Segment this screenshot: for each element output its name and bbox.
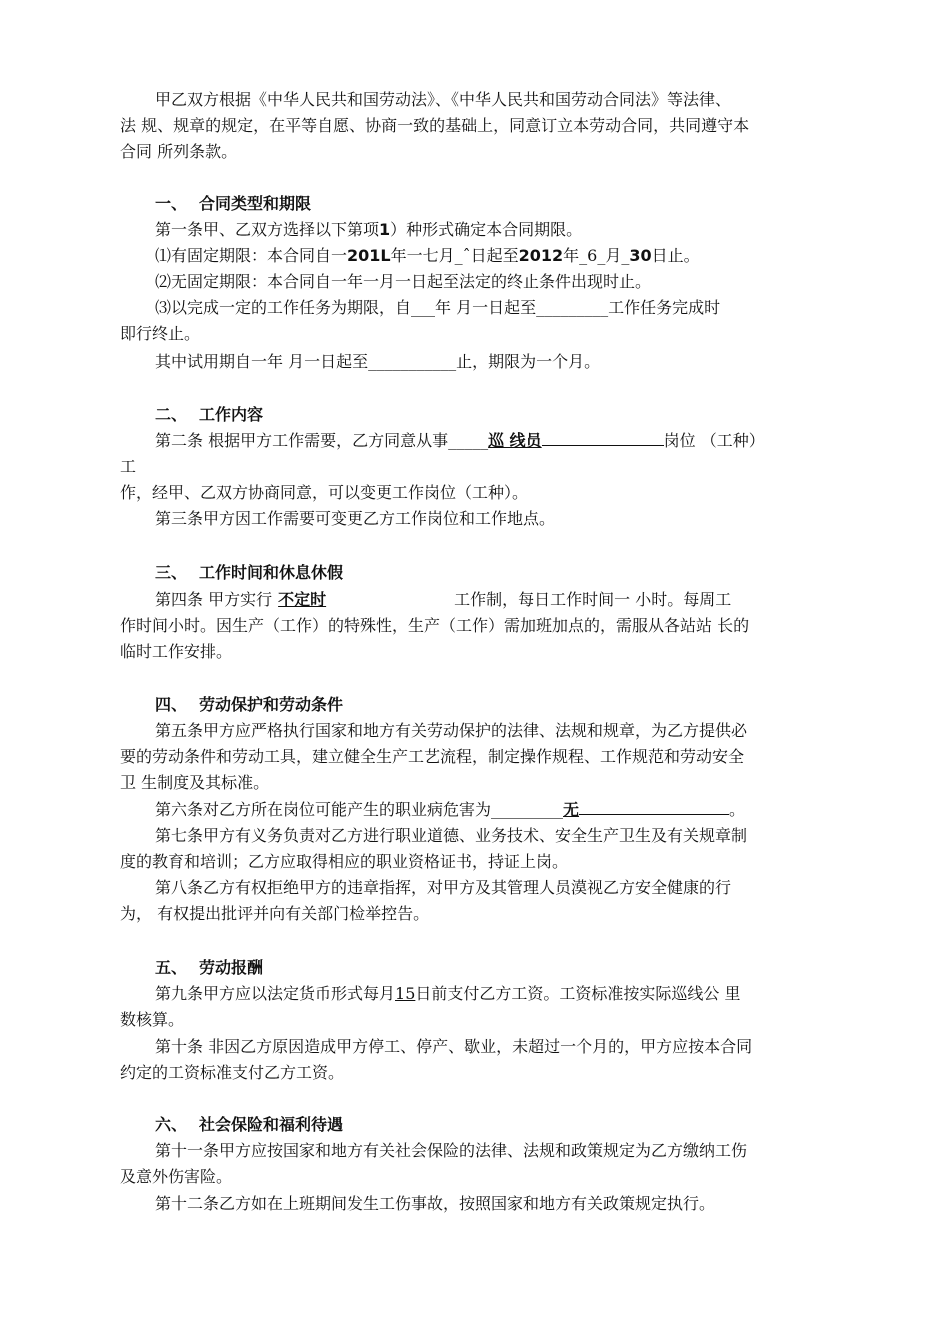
article-2-text: 第二条 根据甲方工作需要，乙方同意从事_____ [155,431,489,450]
article-6 [155,799,745,821]
article-1 [155,219,582,241]
section-title: 工作时间和休息休假 [199,563,344,582]
article-3: 第三条甲方因工作需要可变更乙方工作岗位和工作地点。 [155,509,556,528]
blank-line [542,430,664,446]
trial-period: 其中试用期自一年 月一日起至___________止，期限为一个月。 [155,352,601,371]
section-6-heading [155,1114,343,1136]
section-1-heading [155,193,311,215]
article-8: 第八条乙方有权拒绝甲方的违章指挥，对甲方及其管理人员漠视乙方安全健康的行 [155,878,732,897]
pay-day: 15 [395,984,416,1003]
article-7: 第七条甲方有义务负责对乙方进行职业道德、业务技术、安全生产卫生及有关规章制 [155,826,748,845]
intro-line-3: 合同 所列条款。 [120,142,238,161]
article-9-text: 第九条甲方应以法定货币形式每月 [155,984,396,1003]
article-11: 第十一条甲方应按国家和地方有关社会保险的法律、法规和政策规定为乙方缴纳工伤 [155,1141,748,1160]
intro-line-2: 法 规、规章的规定，在平等自愿、协商一致的基础上，同意订立本劳动合同，共同遵守本 [120,116,750,135]
section-title: 劳动报酬 [199,958,264,977]
end-month: 年_6_月_ [563,246,630,265]
section-number: 六、 [155,1115,188,1134]
article-4 [155,589,731,611]
end-year: 2012 [518,246,564,265]
section-number: 三、 [155,563,188,582]
end-day: 30 [629,246,652,265]
article-7-cont: 度的教育和培训；乙方应取得相应的职业资格证书，持证上岗。 [120,852,569,871]
section-title: 劳动保护和劳动条件 [199,695,344,714]
section-title: 合同类型和期限 [199,194,312,213]
option-number: 1 [379,220,391,239]
option-3-task-term: ⑶以完成一定的工作任务为期限，自___年 月一日起至_________工作任务完成时 [155,298,721,317]
article-9 [155,983,740,1005]
article-12: 第十二条乙方如在上班期间发生工伤事故，按照国家和地方有关政策规定执行。 [155,1194,716,1213]
article-6-text-end: 。 [729,800,746,819]
article-4-cont-2: 临时工作安排。 [120,642,233,661]
article-4-cont-1: 作时间小时。因生产（工作）的特殊性，生产（工作）需加班加点的，需服从各站站 长的 [120,616,750,635]
article-4-text: 第四条 甲方实行 [155,590,273,609]
work-hour-system: 不定时 [278,590,327,609]
article-5-cont-1: 要的劳动条件和劳动工具，建立健全生产工艺流程，制定操作规程、工作规范和劳动安全 [120,747,745,766]
option-1-text: ⑴有固定期限：本合同自一 [155,246,348,265]
option-3-task-term-cont: 即行终止。 [120,324,201,343]
article-2-cont-1: 工 [120,457,137,476]
option-1-fixed-term [155,245,700,267]
start-year: 201L [347,246,391,265]
section-5-heading [155,957,263,979]
option-2-open-term: ⑵无固定期限：本合同自一年一月一日起至法定的终止条件出现时止。 [155,272,652,291]
section-3-heading [155,562,343,584]
article-9-cont: 数核算。 [120,1010,185,1029]
article-5-cont-2: 卫 生制度及其标准。 [120,773,270,792]
article-2 [155,430,765,452]
section-4-heading [155,694,343,716]
section-title: 工作内容 [199,405,264,424]
option-1-text-mid: 年一七月_ˆ日起至 [390,246,519,265]
article-10: 第十条 非因乙方原因造成甲方停工、停产、歇业，未超过一个月的，甲方应按本合同 [155,1037,753,1056]
article-4-text-end: 工作制，每日工作时间一 小时。每周工 [454,590,732,609]
article-8-cont: 为， 有权提出批评并向有关部门检举控告。 [120,904,430,923]
blank-line [579,799,729,815]
section-number: 一、 [155,194,188,213]
occupational-hazard: 无 [563,800,580,819]
article-5: 第五条甲方应严格执行国家和地方有关劳动保护的法律、法规和规章，为乙方提供必 [155,721,748,740]
job-position: 巡 线员 [488,431,542,450]
option-1-text-end: 日止。 [651,246,700,265]
section-number: 五、 [155,958,188,977]
article-9-text-end: 日前支付乙方工资。工资标准按实际巡线公 里 [415,984,741,1003]
article-11-cont: 及意外伤害险。 [120,1167,233,1186]
article-6-text: 第六条对乙方所在岗位可能产生的职业病危害为_________ [155,800,564,819]
article-2-text-end: 岗位 （工种） [663,431,765,450]
article-10-cont: 约定的工资标准支付乙方工资。 [120,1063,345,1082]
article-1-text: 第一条甲、乙双方选择以下第项 [155,220,380,239]
section-title: 社会保险和福利待遇 [199,1115,344,1134]
section-2-heading [155,404,263,426]
article-1-text-end: ）种形式确定本合同期限。 [390,220,583,239]
section-number: 二、 [155,405,188,424]
intro-line-1: 甲乙双方根据《中华人民共和国劳动法》、《中华人民共和国劳动合同法》等法律、 [155,90,732,109]
article-2-cont-2: 作，经甲、乙双方协商同意，可以变更工作岗位（工种）。 [120,483,529,502]
section-number: 四、 [155,695,188,714]
